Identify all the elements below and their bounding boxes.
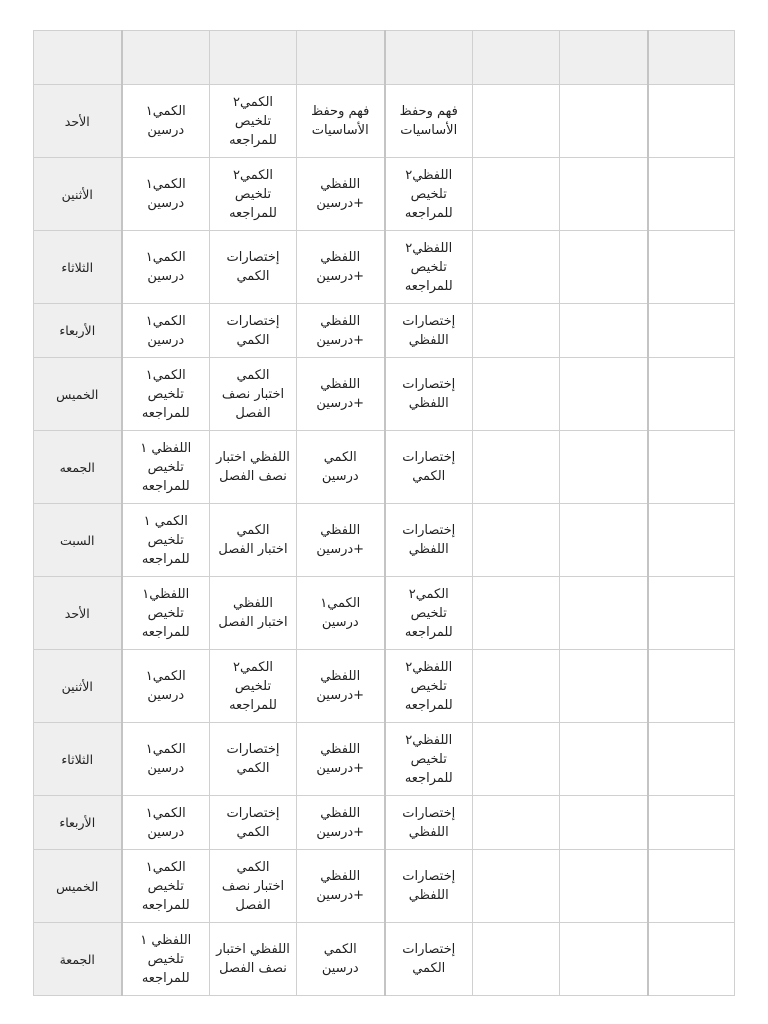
schedule-cell bbox=[297, 850, 385, 923]
schedule-cell bbox=[210, 304, 297, 358]
cell-line: اللفظي١ bbox=[142, 586, 190, 602]
schedule-cell bbox=[385, 358, 473, 431]
empty-cell bbox=[648, 304, 735, 358]
cell-line: اللفظي bbox=[320, 805, 361, 821]
schedule-cell bbox=[210, 85, 297, 158]
cell-line: تلخيص bbox=[147, 951, 184, 967]
cell-line: اللفظي bbox=[320, 313, 361, 329]
cell-line: الكمي bbox=[236, 269, 270, 284]
empty-cell bbox=[560, 85, 648, 158]
empty-cell bbox=[560, 431, 648, 504]
empty-cell bbox=[560, 796, 648, 850]
header-cell bbox=[473, 31, 560, 85]
cell-line: الكمي bbox=[323, 942, 357, 957]
day-label: الأربعاء bbox=[59, 815, 96, 830]
cell-line: اللفظي bbox=[408, 888, 449, 903]
day-label: الأحد bbox=[64, 605, 90, 621]
day-cell bbox=[34, 723, 122, 796]
table-row bbox=[34, 358, 735, 431]
cell-line: اختبار الفصل bbox=[218, 542, 288, 557]
day-label: الخميس bbox=[56, 878, 99, 894]
empty-cell bbox=[473, 431, 560, 504]
cell-line: للمراجعه bbox=[229, 132, 277, 148]
cell-line: اختبار نصف bbox=[221, 878, 285, 894]
cell-line: درسين bbox=[147, 761, 185, 776]
empty-cell bbox=[473, 85, 560, 158]
schedule-cell bbox=[210, 358, 297, 431]
empty-cell bbox=[648, 358, 735, 431]
cell-line: درسين bbox=[147, 688, 185, 703]
empty-cell bbox=[473, 723, 560, 796]
cell-line: فهم وحفظ bbox=[399, 104, 458, 119]
day-label: الثلاثاء bbox=[61, 259, 94, 275]
cell-line: اللفظي bbox=[320, 177, 361, 192]
cell-line: +درسين bbox=[316, 824, 365, 840]
cell-line: تلخيص bbox=[410, 678, 447, 694]
table-row bbox=[34, 431, 735, 504]
header-cell bbox=[648, 31, 735, 85]
cell-line: تلخيص bbox=[147, 386, 184, 402]
schedule-cell bbox=[297, 796, 385, 850]
empty-cell bbox=[648, 231, 735, 304]
cell-line: الفصل bbox=[235, 405, 271, 421]
empty-cell bbox=[473, 796, 560, 850]
cell-line: تلخيص bbox=[410, 259, 447, 275]
table-row bbox=[34, 304, 735, 358]
schedule-cell bbox=[297, 85, 385, 158]
empty-cell bbox=[473, 158, 560, 231]
cell-line: الكمي ١ bbox=[143, 513, 188, 529]
cell-line: اختبار نصف bbox=[221, 386, 285, 402]
empty-cell bbox=[473, 650, 560, 723]
cell-line: اللفظي ١ bbox=[140, 932, 192, 948]
cell-line: اللفظي اختبار bbox=[216, 450, 290, 465]
cell-line: للمراجعه bbox=[229, 205, 277, 221]
table-row bbox=[34, 923, 735, 996]
cell-line: درسين bbox=[147, 269, 185, 284]
cell-line: درسين bbox=[147, 332, 185, 348]
cell-line: للمراجعه bbox=[141, 405, 190, 421]
table-row bbox=[34, 796, 735, 850]
cell-line: الأساسيات bbox=[311, 123, 369, 138]
day-cell bbox=[34, 231, 122, 304]
empty-cell bbox=[560, 850, 648, 923]
cell-line: الكمي١ bbox=[145, 742, 186, 757]
cell-line: الكمي١ bbox=[320, 596, 361, 611]
header-cell bbox=[297, 31, 385, 85]
cell-line: للمراجعه bbox=[404, 697, 453, 713]
table-row bbox=[34, 650, 735, 723]
schedule-cell bbox=[385, 304, 473, 358]
schedule-cell bbox=[385, 231, 473, 304]
table-row bbox=[34, 577, 735, 650]
schedule-cell bbox=[385, 923, 473, 996]
cell-line: للمراجعه bbox=[141, 551, 190, 567]
cell-line: للمراجعه bbox=[404, 278, 453, 294]
cell-line: إختصارات bbox=[226, 742, 280, 757]
cell-line: للمراجعه bbox=[404, 205, 453, 221]
schedule-cell bbox=[210, 850, 297, 923]
cell-line: اللفظي ١ bbox=[140, 440, 192, 456]
cell-line: اللفظي٢ bbox=[405, 732, 453, 748]
schedule-cell bbox=[385, 650, 473, 723]
schedule-cell bbox=[210, 504, 297, 577]
cell-line: الكمي٢ bbox=[232, 167, 274, 183]
cell-line: الكمي bbox=[236, 761, 270, 776]
empty-cell bbox=[648, 796, 735, 850]
schedule-cell bbox=[122, 431, 210, 504]
cell-line: اللفظي bbox=[320, 250, 361, 265]
day-label: الأربعاء bbox=[59, 323, 96, 338]
cell-line: درسين bbox=[147, 196, 185, 211]
schedule-cell bbox=[210, 158, 297, 231]
day-cell bbox=[34, 158, 122, 231]
cell-line: الكمي١ bbox=[145, 367, 186, 383]
empty-cell bbox=[473, 923, 560, 996]
cell-line: اللفظي٢ bbox=[405, 167, 453, 183]
cell-line: الكمي١ bbox=[145, 859, 186, 875]
cell-line: الكمي bbox=[412, 469, 446, 484]
cell-line: الكمي٢ bbox=[232, 94, 274, 110]
schedule-cell bbox=[210, 231, 297, 304]
schedule-cell bbox=[122, 504, 210, 577]
schedule-cell bbox=[122, 358, 210, 431]
cell-line: اللفظي bbox=[320, 377, 361, 392]
cell-line: الكمي١ bbox=[145, 669, 186, 684]
cell-line: تلخيص bbox=[234, 186, 272, 202]
day-cell bbox=[34, 796, 122, 850]
cell-line: الكمي bbox=[236, 824, 270, 840]
cell-line: اختبار الفصل bbox=[218, 615, 288, 630]
cell-line: الكمي١ bbox=[145, 313, 186, 329]
cell-line: إختصارات bbox=[402, 450, 456, 465]
day-label: السبت bbox=[60, 532, 95, 548]
schedule-cell bbox=[385, 850, 473, 923]
cell-line: تلخيص bbox=[147, 605, 184, 621]
empty-cell bbox=[560, 231, 648, 304]
cell-line: إختصارات bbox=[402, 805, 456, 821]
cell-line: الكمي bbox=[236, 523, 270, 538]
table-row bbox=[34, 723, 735, 796]
cell-line: درسين bbox=[321, 615, 359, 630]
schedule-cell bbox=[297, 650, 385, 723]
cell-line: تلخيص bbox=[147, 878, 184, 894]
cell-line: إختصارات bbox=[226, 805, 280, 821]
schedule-cell bbox=[210, 723, 297, 796]
empty-cell bbox=[648, 431, 735, 504]
schedule-cell bbox=[297, 358, 385, 431]
day-cell bbox=[34, 358, 122, 431]
schedule-cell bbox=[385, 796, 473, 850]
cell-line: درسين bbox=[321, 469, 359, 484]
schedule-cell bbox=[210, 923, 297, 996]
cell-line: تلخيص bbox=[410, 186, 447, 202]
study-schedule-table bbox=[33, 30, 735, 996]
header-cell bbox=[122, 31, 210, 85]
cell-line: اللفظي bbox=[320, 523, 361, 538]
cell-line: للمراجعه bbox=[141, 478, 190, 494]
empty-cell bbox=[560, 158, 648, 231]
cell-line: اللفظي bbox=[408, 396, 449, 411]
cell-line: تلخيص bbox=[147, 459, 184, 475]
empty-cell bbox=[648, 650, 735, 723]
table-header-row bbox=[34, 31, 735, 85]
cell-line: إختصارات bbox=[402, 313, 456, 329]
cell-line: إختصارات bbox=[402, 523, 456, 538]
empty-cell bbox=[473, 304, 560, 358]
day-cell bbox=[34, 504, 122, 577]
empty-cell bbox=[560, 650, 648, 723]
day-cell bbox=[34, 923, 122, 996]
schedule-cell bbox=[122, 723, 210, 796]
cell-line: درسين bbox=[147, 123, 185, 138]
empty-cell bbox=[560, 358, 648, 431]
cell-line: +درسين bbox=[316, 888, 365, 903]
cell-line: للمراجعه bbox=[141, 970, 190, 986]
empty-cell bbox=[473, 504, 560, 577]
empty-cell bbox=[560, 923, 648, 996]
cell-line: اللفظي اختبار bbox=[216, 942, 290, 957]
schedule-cell bbox=[210, 431, 297, 504]
schedule-cell bbox=[122, 850, 210, 923]
cell-line: تلخيص bbox=[147, 532, 184, 548]
cell-line: الكمي bbox=[236, 332, 270, 348]
schedule-cell bbox=[385, 723, 473, 796]
schedule-cell bbox=[297, 723, 385, 796]
cell-line: +درسين bbox=[316, 688, 365, 703]
cell-line: للمراجعه bbox=[141, 624, 190, 640]
empty-cell bbox=[648, 923, 735, 996]
cell-line: نصف الفصل bbox=[219, 469, 287, 484]
day-label: الخميس bbox=[56, 386, 99, 402]
cell-line: +درسين bbox=[316, 396, 365, 411]
cell-line: إختصارات bbox=[402, 377, 456, 392]
cell-line: اللفظي bbox=[320, 869, 361, 884]
empty-cell bbox=[560, 504, 648, 577]
schedule-cell bbox=[122, 85, 210, 158]
empty-cell bbox=[473, 850, 560, 923]
header-cell bbox=[560, 31, 648, 85]
schedule-cell bbox=[122, 304, 210, 358]
empty-cell bbox=[648, 504, 735, 577]
header-cell bbox=[210, 31, 297, 85]
schedule-cell bbox=[297, 231, 385, 304]
cell-line: تلخيص bbox=[234, 113, 272, 129]
schedule-cell bbox=[210, 577, 297, 650]
schedule-cell bbox=[122, 650, 210, 723]
schedule-cell bbox=[122, 158, 210, 231]
header-cell bbox=[34, 31, 122, 85]
cell-line: للمراجعه bbox=[229, 697, 277, 713]
table-row bbox=[34, 85, 735, 158]
cell-line: الكمي١ bbox=[145, 177, 186, 192]
cell-line: اللفظي٢ bbox=[405, 240, 453, 256]
cell-line: اللفظي bbox=[408, 824, 449, 840]
cell-line: الفصل bbox=[235, 897, 271, 913]
day-cell bbox=[34, 577, 122, 650]
cell-line: الكمي٢ bbox=[408, 586, 449, 602]
cell-line: الكمي bbox=[236, 859, 270, 875]
table-row bbox=[34, 850, 735, 923]
cell-line: إختصارات bbox=[226, 313, 280, 329]
cell-line: اللفظي٢ bbox=[405, 659, 453, 675]
schedule-cell bbox=[297, 304, 385, 358]
cell-line: +درسين bbox=[316, 196, 365, 211]
cell-line: درسين bbox=[147, 824, 185, 840]
cell-line: الكمي١ bbox=[145, 250, 186, 265]
table-row bbox=[34, 504, 735, 577]
cell-line: الكمي١ bbox=[145, 805, 186, 821]
schedule-cell bbox=[297, 158, 385, 231]
empty-cell bbox=[560, 723, 648, 796]
empty-cell bbox=[560, 577, 648, 650]
empty-cell bbox=[648, 723, 735, 796]
cell-line: الكمي bbox=[236, 367, 270, 383]
empty-cell bbox=[648, 158, 735, 231]
empty-cell bbox=[473, 577, 560, 650]
cell-line: اللفظي bbox=[320, 742, 361, 757]
cell-line: تلخيص bbox=[410, 605, 447, 621]
schedule-cell bbox=[122, 923, 210, 996]
cell-line: الكمي١ bbox=[145, 104, 186, 119]
cell-line: الأساسيات bbox=[400, 123, 458, 138]
cell-line: +درسين bbox=[316, 542, 365, 557]
schedule-cell bbox=[297, 577, 385, 650]
schedule-cell bbox=[210, 650, 297, 723]
cell-line: نصف الفصل bbox=[219, 961, 287, 976]
cell-line: إختصارات bbox=[402, 942, 456, 957]
table-row bbox=[34, 231, 735, 304]
table-row bbox=[34, 158, 735, 231]
schedule-cell bbox=[385, 431, 473, 504]
cell-line: اللفظي bbox=[408, 542, 449, 557]
day-label: الثلاثاء bbox=[61, 751, 94, 767]
schedule-cell bbox=[385, 504, 473, 577]
day-cell bbox=[34, 85, 122, 158]
cell-line: اللفظي bbox=[233, 596, 273, 611]
cell-line: الكمي bbox=[412, 961, 446, 976]
schedule-cell bbox=[297, 923, 385, 996]
cell-line: +درسين bbox=[316, 761, 365, 776]
cell-line: +درسين bbox=[316, 332, 365, 348]
day-label: الجمعه bbox=[59, 459, 95, 475]
schedule-cell bbox=[385, 577, 473, 650]
day-cell bbox=[34, 304, 122, 358]
cell-line: للمراجعه bbox=[404, 770, 453, 786]
empty-cell bbox=[648, 850, 735, 923]
cell-line: الكمي٢ bbox=[232, 659, 274, 675]
day-cell bbox=[34, 850, 122, 923]
cell-line: اللفظي bbox=[320, 669, 361, 684]
cell-line: +درسين bbox=[316, 269, 365, 284]
day-label: الجمعة bbox=[59, 951, 95, 967]
empty-cell bbox=[648, 85, 735, 158]
schedule-cell bbox=[297, 431, 385, 504]
schedule-cell bbox=[122, 231, 210, 304]
cell-line: درسين bbox=[321, 961, 359, 976]
day-cell bbox=[34, 650, 122, 723]
cell-line: للمراجعه bbox=[404, 624, 453, 640]
cell-line: للمراجعه bbox=[141, 897, 190, 913]
cell-line: تلخيص bbox=[234, 678, 272, 694]
cell-line: فهم وحفظ bbox=[311, 104, 370, 119]
cell-line: إختصارات bbox=[226, 250, 280, 265]
empty-cell bbox=[473, 231, 560, 304]
day-label: الأثنين bbox=[61, 186, 93, 202]
schedule-cell bbox=[122, 577, 210, 650]
day-cell bbox=[34, 431, 122, 504]
empty-cell bbox=[560, 304, 648, 358]
cell-line: اللفظي bbox=[408, 332, 449, 348]
schedule-cell bbox=[385, 158, 473, 231]
cell-line: الكمي bbox=[323, 450, 357, 465]
empty-cell bbox=[648, 577, 735, 650]
header-cell bbox=[385, 31, 473, 85]
cell-line: تلخيص bbox=[410, 751, 447, 767]
schedule-cell bbox=[122, 796, 210, 850]
schedule-cell bbox=[385, 85, 473, 158]
empty-cell bbox=[473, 358, 560, 431]
day-label: الأحد bbox=[64, 113, 90, 129]
day-label: الأثنين bbox=[61, 678, 93, 694]
schedule-cell bbox=[210, 796, 297, 850]
cell-line: إختصارات bbox=[402, 869, 456, 884]
schedule-cell bbox=[297, 504, 385, 577]
